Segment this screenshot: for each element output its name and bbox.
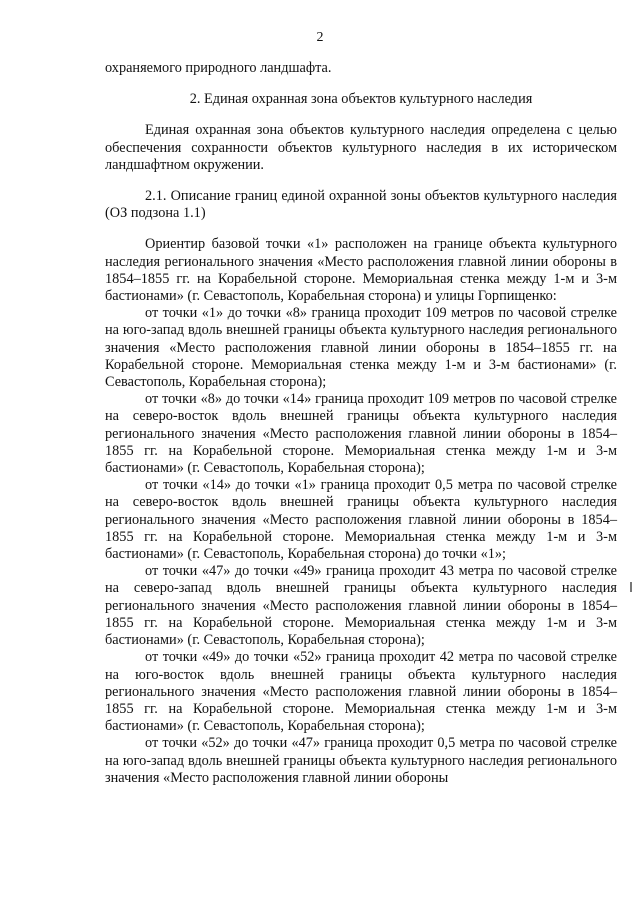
page-number: 2 xyxy=(316,30,324,45)
paragraph-boundary-1-8: от точки «1» до точки «8» граница проходит 109 метров по часовой стрелке на юго-запад вдоль внешней границы объекта культурного наследия регионального значения «Место расположения главной линии обороны в 1854–1855 гг. на Корабельной стороне. Мемориальная стенка между 1-м и 3-м бастионами» (г. Севастополь, Корабельная сторона); xyxy=(105,305,617,391)
paragraph-boundary-8-14: от точки «8» до точки «14» граница проходит 109 метров по часовой стрелке на северо-восток вдоль внешней границы объекта культурного наследия регионального значения «Место расположения главной линии обороны в 1854–1855 гг. на Корабельной стороне. Мемориальная стенка между 1-м и 3-м бастионами» (г. Севастополь, Корабельная сторона); xyxy=(105,391,617,477)
paragraph-continuation: охраняемого природного ландшафта. xyxy=(105,60,332,76)
paragraph-boundary-47-49: от точки «47» до точки «49» граница проходит 43 метра по часовой стрелке на северо-запад вдоль внешней границы объекта культурного наследия регионального значения «Место расположения главной линии обороны в 1854–1855 гг. на Корабельной стороне. Мемориальная стенка между 1-м и 3-м бастионами» (г. Севастополь, Корабельная сторона); xyxy=(105,563,617,649)
subsection-heading: 2.1. Описание границ единой охранной зоны объектов культурного наследия (ОЗ подзона 1.1) xyxy=(105,188,617,222)
paragraph-boundary-14-1: от точки «14» до точки «1» граница проходит 0,5 метра по часовой стрелке на северо-восток вдоль внешней границы объекта культурного наследия регионального значения «Место расположения главной линии обороны в 1854–1855 гг. на Корабельной стороне. Мемориальная стенка между 1-м и 3-м бастионами» (г. Севастополь, Корабельная сторона) до точки «1»; xyxy=(105,477,617,563)
paragraph-boundary-49-52: от точки «49» до точки «52» граница проходит 42 метра по часовой стрелке на юго-восток вдоль внешней границы объекта культурного наследия регионального значения «Место расположения главной линии обороны в 1854–1855 гг. на Корабельной стороне. Мемориальная стенка между 1-м и 3-м бастионами» (г. Севастополь, Корабельная сторона); xyxy=(105,649,617,735)
paragraph-boundary-52-47: от точки «52» до точки «47» граница проходит 0,5 метра по часовой стрелке на юго-запад вдоль внешней границы объекта культурного наследия регионального значения «Место расположения главной линии обороны xyxy=(105,735,617,786)
section-heading: 2. Единая охранная зона объектов культурного наследия xyxy=(189,91,533,108)
document-body xyxy=(105,60,617,787)
paragraph-base-point: Ориентир базовой точки «1» расположен на границе объекта культурного наследия регионального значения «Место расположения главной линии обороны в 1854–1855 гг. на Корабельной стороне. Мемориальная стенка между 1-м и 3-м бастионами» (г. Севастополь, Корабельная сторона) и улицы Горпищенко: xyxy=(105,236,617,305)
scan-edge-mark xyxy=(630,582,632,592)
paragraph-zone-definition: Единая охранная зона объектов культурного наследия определена с целью обеспечения сохранности объектов культурного наследия в их историческом ландшафтном окружении. xyxy=(105,122,617,173)
